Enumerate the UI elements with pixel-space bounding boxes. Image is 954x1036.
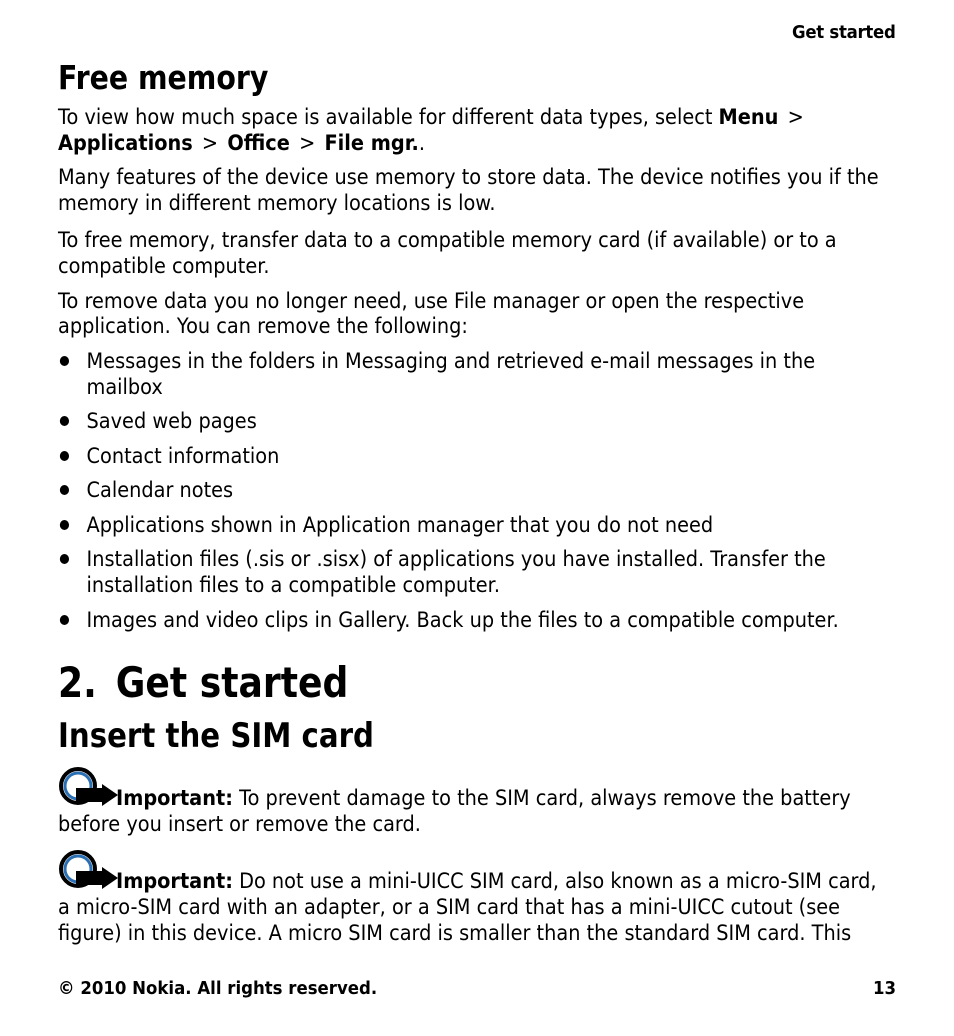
menu-path-item: Office bbox=[227, 131, 290, 155]
paragraph-remove: To remove data you no longer need, use File manager or open the respective bbox=[58, 289, 805, 313]
bullet-icon bbox=[60, 615, 69, 625]
copyright-footer: © 2010 Nokia. All rights reserved. bbox=[58, 978, 378, 999]
paragraph-menu-path-cont: Applications > Office > File mgr.. bbox=[58, 131, 425, 155]
paragraph-menu-path: To view how much space is available for different data types, select Menu > bbox=[58, 105, 804, 129]
important-note-1-cont: before you insert or remove the card. bbox=[58, 812, 421, 836]
menu-path-item: Applications bbox=[58, 131, 193, 155]
bullet-icon bbox=[60, 451, 69, 461]
menu-path-item: File mgr. bbox=[324, 131, 419, 155]
bullet-icon bbox=[60, 356, 69, 366]
important-label: Important: bbox=[116, 869, 233, 893]
important-note-2-cont: a micro-SIM card with an adapter, or a SIM card that has a mini-UICC cutout (see bbox=[58, 895, 841, 919]
page-number: 13 bbox=[872, 978, 896, 999]
important-note-1: Important: To prevent damage to the SIM card, always remove the battery bbox=[116, 786, 851, 810]
bullet-icon bbox=[60, 416, 69, 426]
chapter-heading bbox=[58, 658, 348, 707]
bullet-icon bbox=[60, 520, 69, 530]
chapter-title: Get started bbox=[115, 658, 349, 707]
bullet-icon bbox=[60, 485, 69, 495]
menu-path-item: Menu bbox=[718, 105, 779, 129]
paragraph-transfer-cont: compatible computer. bbox=[58, 254, 270, 278]
paragraph-remove-cont: application. You can remove the following: bbox=[58, 314, 468, 338]
important-label: Important: bbox=[116, 786, 233, 810]
important-note-2-cont: figure) in this device. A micro SIM card is smaller than the standard SIM card. This bbox=[58, 921, 852, 945]
important-note-2: Important: Do not use a mini-UICC SIM card, also known as a micro-SIM card, bbox=[116, 869, 877, 893]
important-note-icon bbox=[58, 766, 120, 806]
bullet-icon bbox=[60, 554, 69, 564]
section-heading-insert-sim: Insert the SIM card bbox=[58, 716, 374, 756]
section-heading-free-memory: Free memory bbox=[58, 58, 269, 97]
chapter-number: 2. bbox=[58, 658, 97, 707]
paragraph-transfer: To free memory, transfer data to a compatible memory card (if available) or to a bbox=[58, 228, 837, 252]
paragraph-memory-use-cont: memory in different memory locations is low. bbox=[58, 191, 496, 215]
running-head: Get started bbox=[792, 22, 896, 43]
paragraph-memory-use: Many features of the device use memory to store data. The device notifies you if the bbox=[58, 165, 879, 189]
important-note-icon bbox=[58, 849, 120, 889]
